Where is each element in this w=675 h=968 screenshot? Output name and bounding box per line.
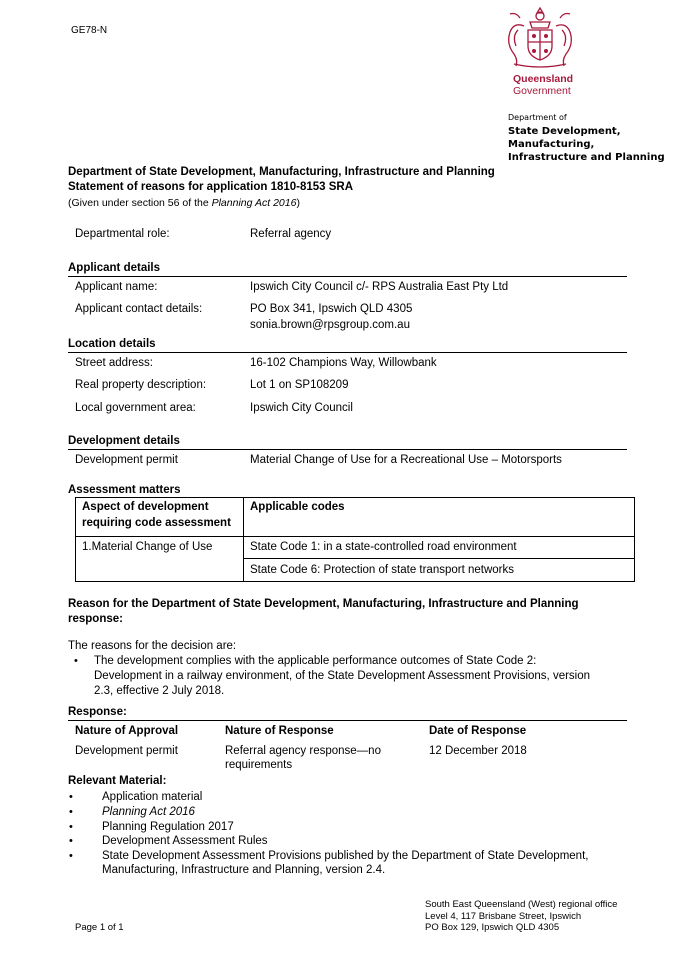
- reason-bullet-line-2: Development in a railway environment, of the State Development Assessment Provisions, version: [94, 670, 591, 682]
- response-heading: Response:: [68, 706, 127, 718]
- reason-bullet-line-3: 2.3, effective 2 July 2018.: [94, 685, 225, 697]
- property-label: Real property description:: [75, 379, 207, 391]
- bullet-icon: •: [69, 806, 73, 818]
- applicant-contact-line-1: PO Box 341, Ipswich QLD 4305: [250, 303, 413, 315]
- response-approval: Development permit: [75, 745, 178, 757]
- table-border-header: [75, 536, 635, 537]
- assessment-code-2: State Code 6: Protection of state transport networks: [250, 564, 515, 576]
- given-act: Planning Act 2016: [211, 197, 297, 209]
- applicant-heading: Applicant details: [68, 262, 161, 274]
- development-heading: Development details: [68, 435, 180, 447]
- development-divider: [68, 449, 627, 450]
- assessment-col2-header: Applicable codes: [250, 501, 345, 513]
- department-line-3: Infrastructure and Planning: [508, 152, 665, 163]
- location-heading: Location details: [68, 338, 156, 350]
- location-divider: [68, 352, 627, 353]
- given-prefix: (Given under section 56 of the: [68, 197, 212, 209]
- street-label: Street address:: [75, 357, 153, 369]
- assessment-code-1: State Code 1: in a state-controlled road environment: [250, 541, 517, 553]
- table-border-bottom: [75, 581, 635, 582]
- response-date: 12 December 2018: [429, 745, 527, 757]
- applicant-contact-label: Applicant contact details:: [75, 303, 203, 315]
- response-col3-header: Date of Response: [429, 725, 527, 737]
- response-nature-line-1: Referral agency response—no: [225, 745, 381, 757]
- page-subtitle: Statement of reasons for application 1810-8153 SRA: [68, 181, 354, 193]
- material-item-3: Planning Regulation 2017: [102, 821, 234, 833]
- bullet-icon: •: [69, 791, 73, 803]
- table-border-row: [243, 558, 635, 559]
- permit-value: Material Change of Use for a Recreational Use – Motorsports: [250, 454, 562, 466]
- response-nature-line-2: requirements: [225, 759, 293, 771]
- bullet-icon: •: [69, 821, 73, 833]
- material-item-5-line-2: Manufacturing, Infrastructure and Planning, version 2.4.: [102, 864, 386, 876]
- role-value: Referral agency: [250, 228, 332, 240]
- response-col2-header: Nature of Response: [225, 725, 334, 737]
- material-item-5-line-1: State Development Assessment Provisions published by the Department of State Development,: [102, 850, 589, 862]
- page-number: Page 1 of 1: [75, 922, 124, 933]
- street-value: 16-102 Champions Way, Willowbank: [250, 357, 437, 369]
- material-heading: Relevant Material:: [68, 775, 167, 787]
- material-item-4: Development Assessment Rules: [102, 835, 268, 847]
- material-item-2: Planning Act 2016: [102, 806, 195, 818]
- applicant-name-label: Applicant name:: [75, 281, 158, 293]
- applicant-divider: [68, 276, 627, 277]
- assessment-aspect: 1.Material Change of Use: [82, 541, 213, 553]
- reason-intro: The reasons for the decision are:: [68, 640, 237, 652]
- table-border-right: [634, 497, 635, 582]
- reason-heading-line-2: response:: [68, 613, 123, 625]
- assessment-col1-header-line-1: Aspect of development: [82, 501, 209, 513]
- logo-line-1: Queensland: [513, 73, 574, 85]
- applicant-contact-line-2: sonia.brown@rpsgroup.com.au: [250, 319, 410, 331]
- office-line-3: PO Box 129, Ipswich QLD 4305: [425, 922, 560, 933]
- reason-heading-line-1: Reason for the Department of State Development, Manufacturing, Infrastructure and Planning: [68, 598, 579, 610]
- queensland-government-logo: [500, 6, 580, 96]
- lga-value: Ipswich City Council: [250, 402, 353, 414]
- page-title: Department of State Development, Manufacturing, Infrastructure and Planning: [68, 166, 495, 178]
- department-line-2: Manufacturing,: [508, 139, 595, 150]
- table-border-left: [75, 497, 76, 582]
- office-line-1: South East Queensland (West) regional office: [425, 899, 618, 910]
- given-under-note: [68, 197, 300, 209]
- logo-line-2: Government: [513, 85, 571, 97]
- table-border-top: [75, 497, 635, 498]
- bullet-icon: •: [69, 850, 73, 862]
- response-col1-header: Nature of Approval: [75, 725, 179, 737]
- reason-bullet-line-1: The development complies with the applicable performance outcomes of State Code 2:: [94, 655, 537, 667]
- assessment-col1-header-line-2: requiring code assessment: [82, 517, 231, 529]
- queensland-coat-of-arms-icon: [500, 6, 580, 70]
- lga-label: Local government area:: [75, 402, 196, 414]
- reason-bullet-icon: •: [74, 655, 78, 667]
- material-item-1: Application material: [102, 791, 203, 803]
- property-value: Lot 1 on SP108209: [250, 379, 349, 391]
- department-small-label: Department of: [508, 113, 567, 122]
- permit-label: Development permit: [75, 454, 178, 466]
- applicant-name-value: Ipswich City Council c/- RPS Australia East Pty Ltd: [250, 281, 509, 293]
- bullet-icon: •: [69, 835, 73, 847]
- table-border-middle: [243, 497, 244, 582]
- document-code: GE78-N: [71, 25, 108, 36]
- response-divider: [68, 720, 627, 721]
- department-line-1: State Development,: [508, 126, 621, 137]
- office-line-2: Level 4, 117 Brisbane Street, Ipswich: [425, 911, 582, 922]
- role-label: Departmental role:: [75, 228, 170, 240]
- given-suffix: ): [296, 197, 300, 209]
- assessment-heading: Assessment matters: [68, 484, 181, 496]
